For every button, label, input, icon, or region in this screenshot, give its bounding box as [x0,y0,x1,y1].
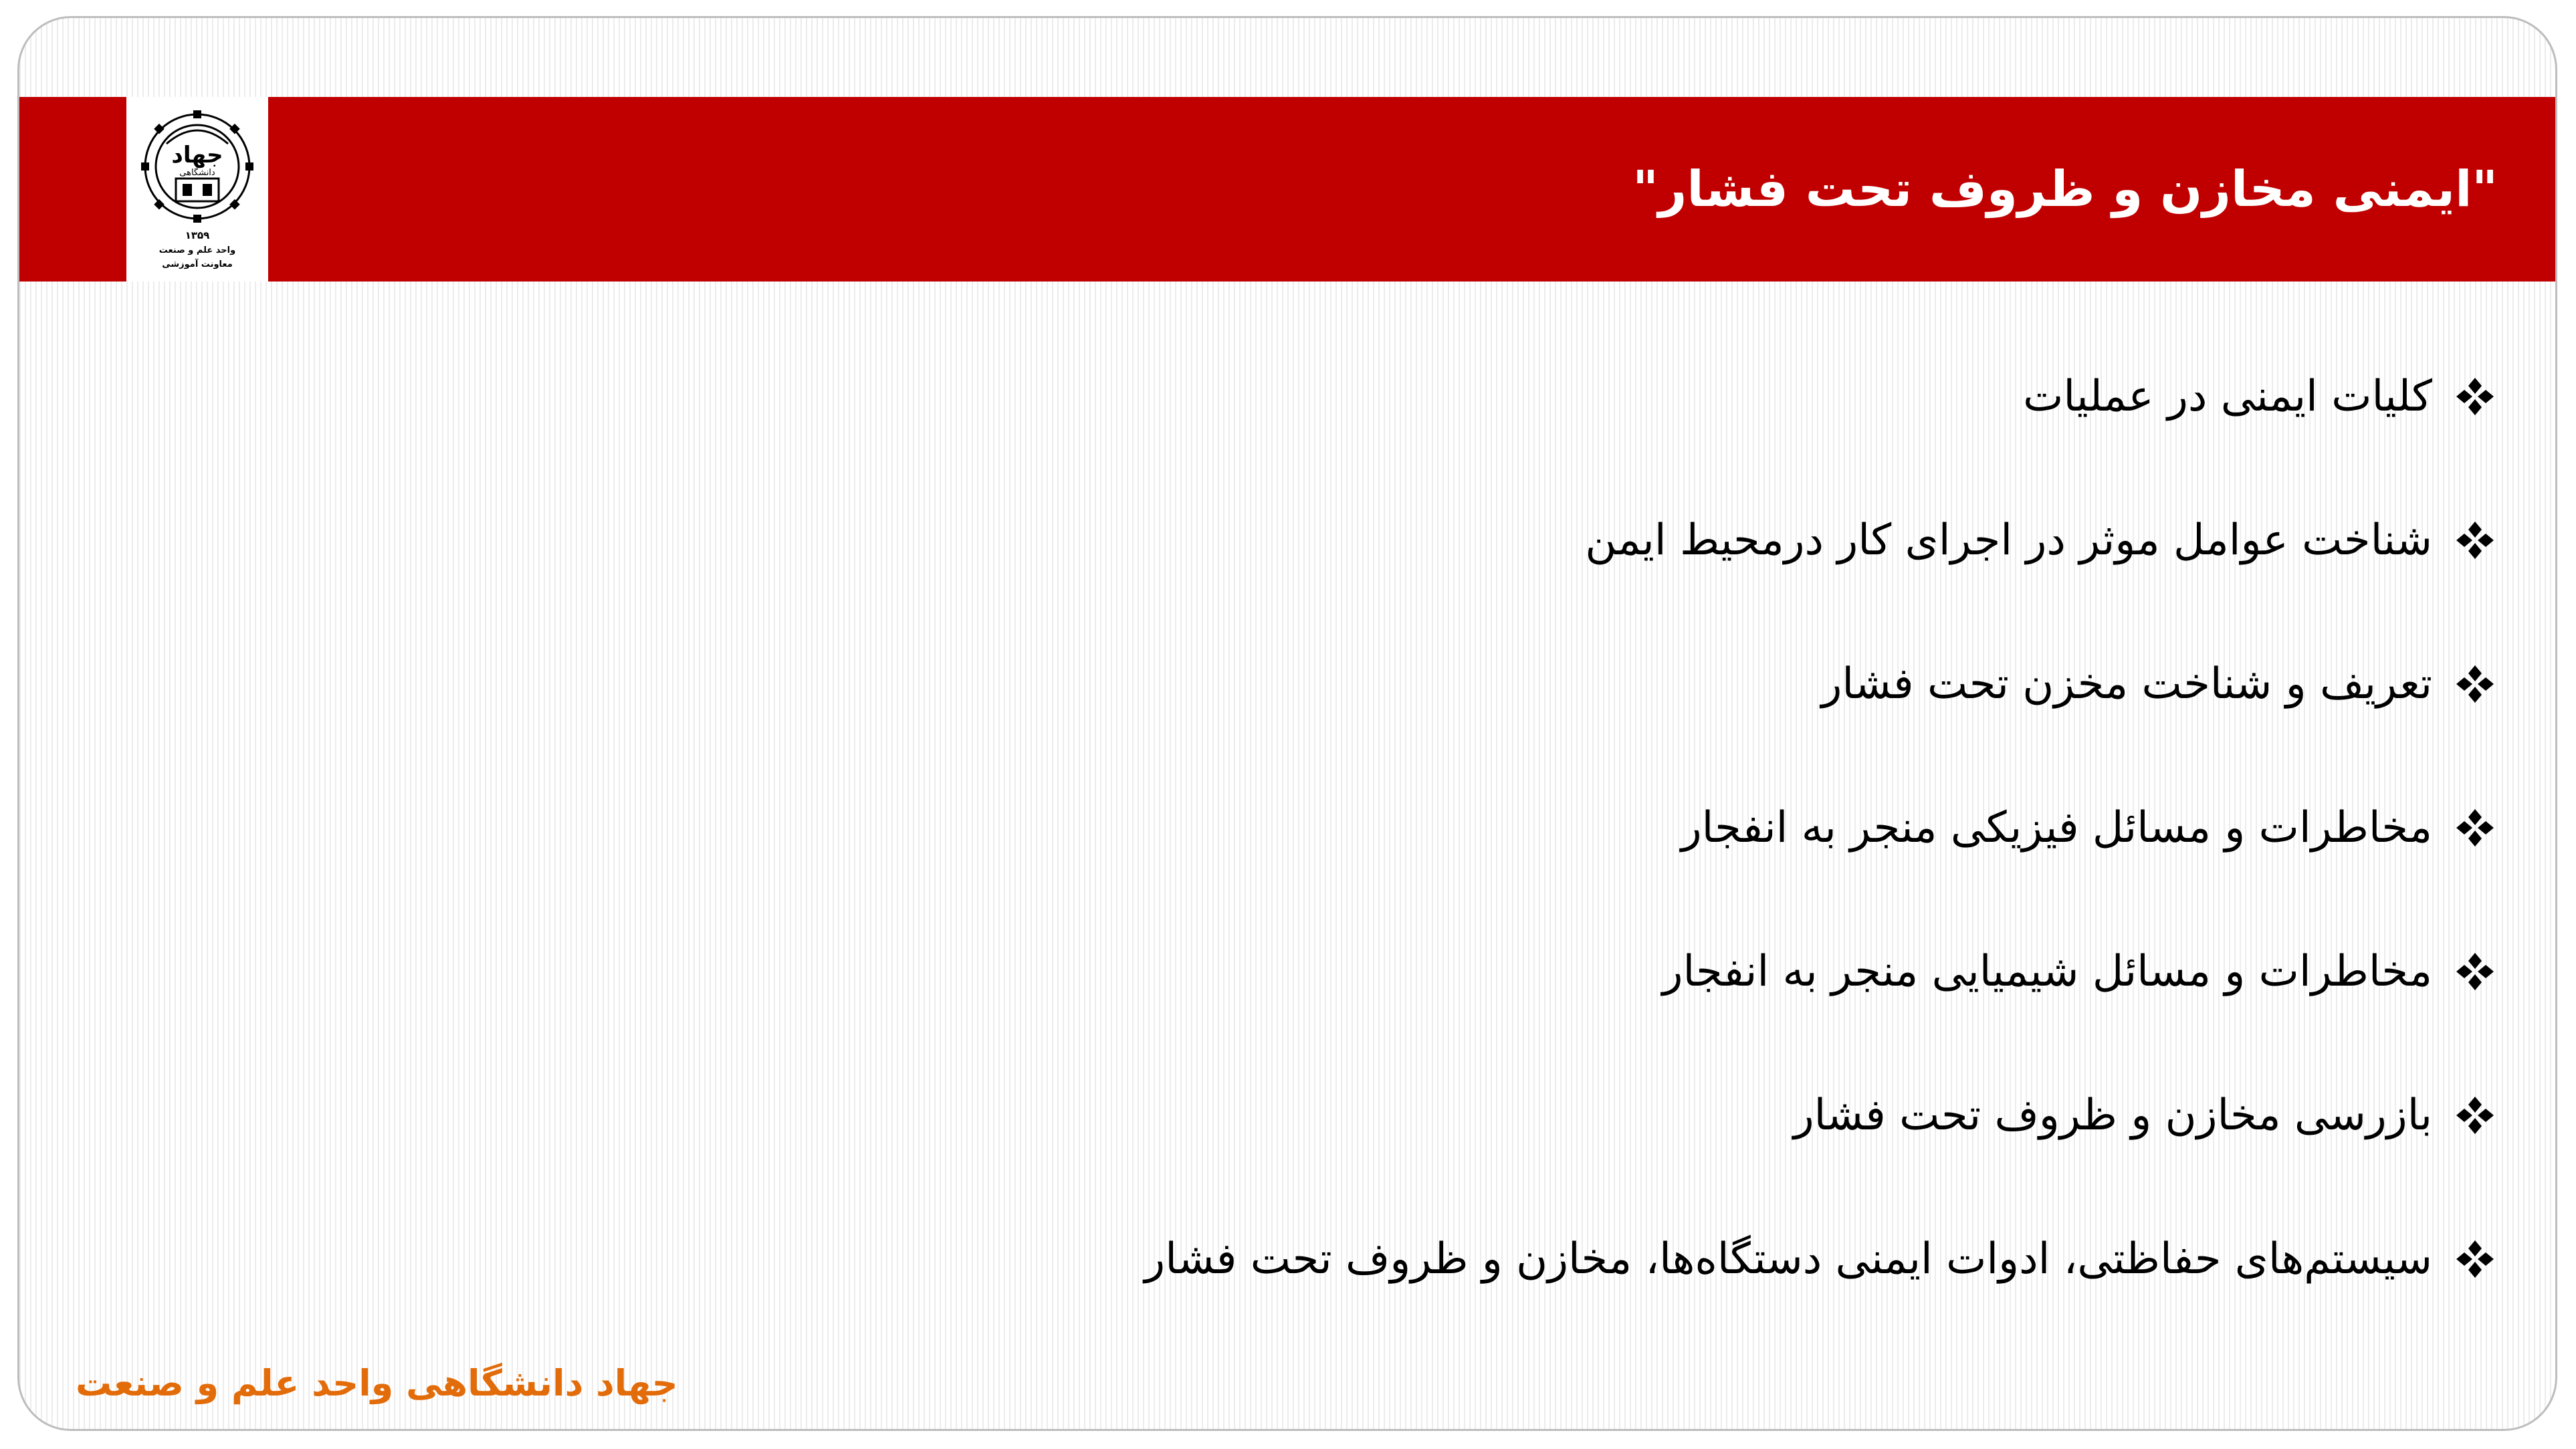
bullet-list [890,366,2495,1372]
diamond-bullet-icon [2455,1239,2495,1279]
slide-title: "ایمنی مخازن و ظروف تحت فشار" [1632,160,2498,218]
diamond-bullet-icon [2455,664,2495,704]
bullet-text: مخاطرات و مسائل فیزیکی منجر به انفجار [1681,803,2432,853]
bullet-item [890,1085,2495,1146]
logo-unit: واحد علم و صنعت [158,245,236,255]
bullet-text: کلیات ایمنی در عملیات [2023,372,2432,421]
logo-dept: معاونت آموزشی [162,259,233,269]
bullet-text: تعریف و شناخت مخزن تحت فشار [1821,659,2432,709]
bullet-item [890,1228,2495,1290]
diamond-bullet-icon [2455,520,2495,560]
logo [126,97,268,282]
diamond-bullet-icon [2455,808,2495,848]
logo-brand: جهاد [171,142,223,169]
bullet-item [890,941,2495,1002]
slide [17,16,2557,1431]
bullet-text: سیستم‌های حفاظتی، ادوات ایمنی دستگاه‌ها، مخازن و ظروف تحت فشار [1144,1234,2432,1284]
logo-emblem [126,97,268,282]
footer-organization: جهاد دانشگاهی واحد علم و صنعت [76,1362,678,1404]
logo-year: ۱۳۵۹ [185,229,210,241]
bullet-text: شناخت عوامل موثر در اجرای کار درمحیط ایمن [1585,516,2432,565]
bullet-item [890,366,2495,427]
diamond-bullet-icon [2455,1095,2495,1135]
bullet-item [890,797,2495,859]
logo-sub: دانشگاهی [179,168,215,178]
bullet-item [890,510,2495,571]
diamond-bullet-icon [2455,952,2495,992]
bullet-item [890,653,2495,715]
diamond-bullet-icon [2455,376,2495,417]
bullet-text: مخاطرات و مسائل شیمیایی منجر به انفجار [1662,947,2432,996]
bullet-text: بازرسی مخازن و ظروف تحت فشار [1793,1091,2432,1140]
